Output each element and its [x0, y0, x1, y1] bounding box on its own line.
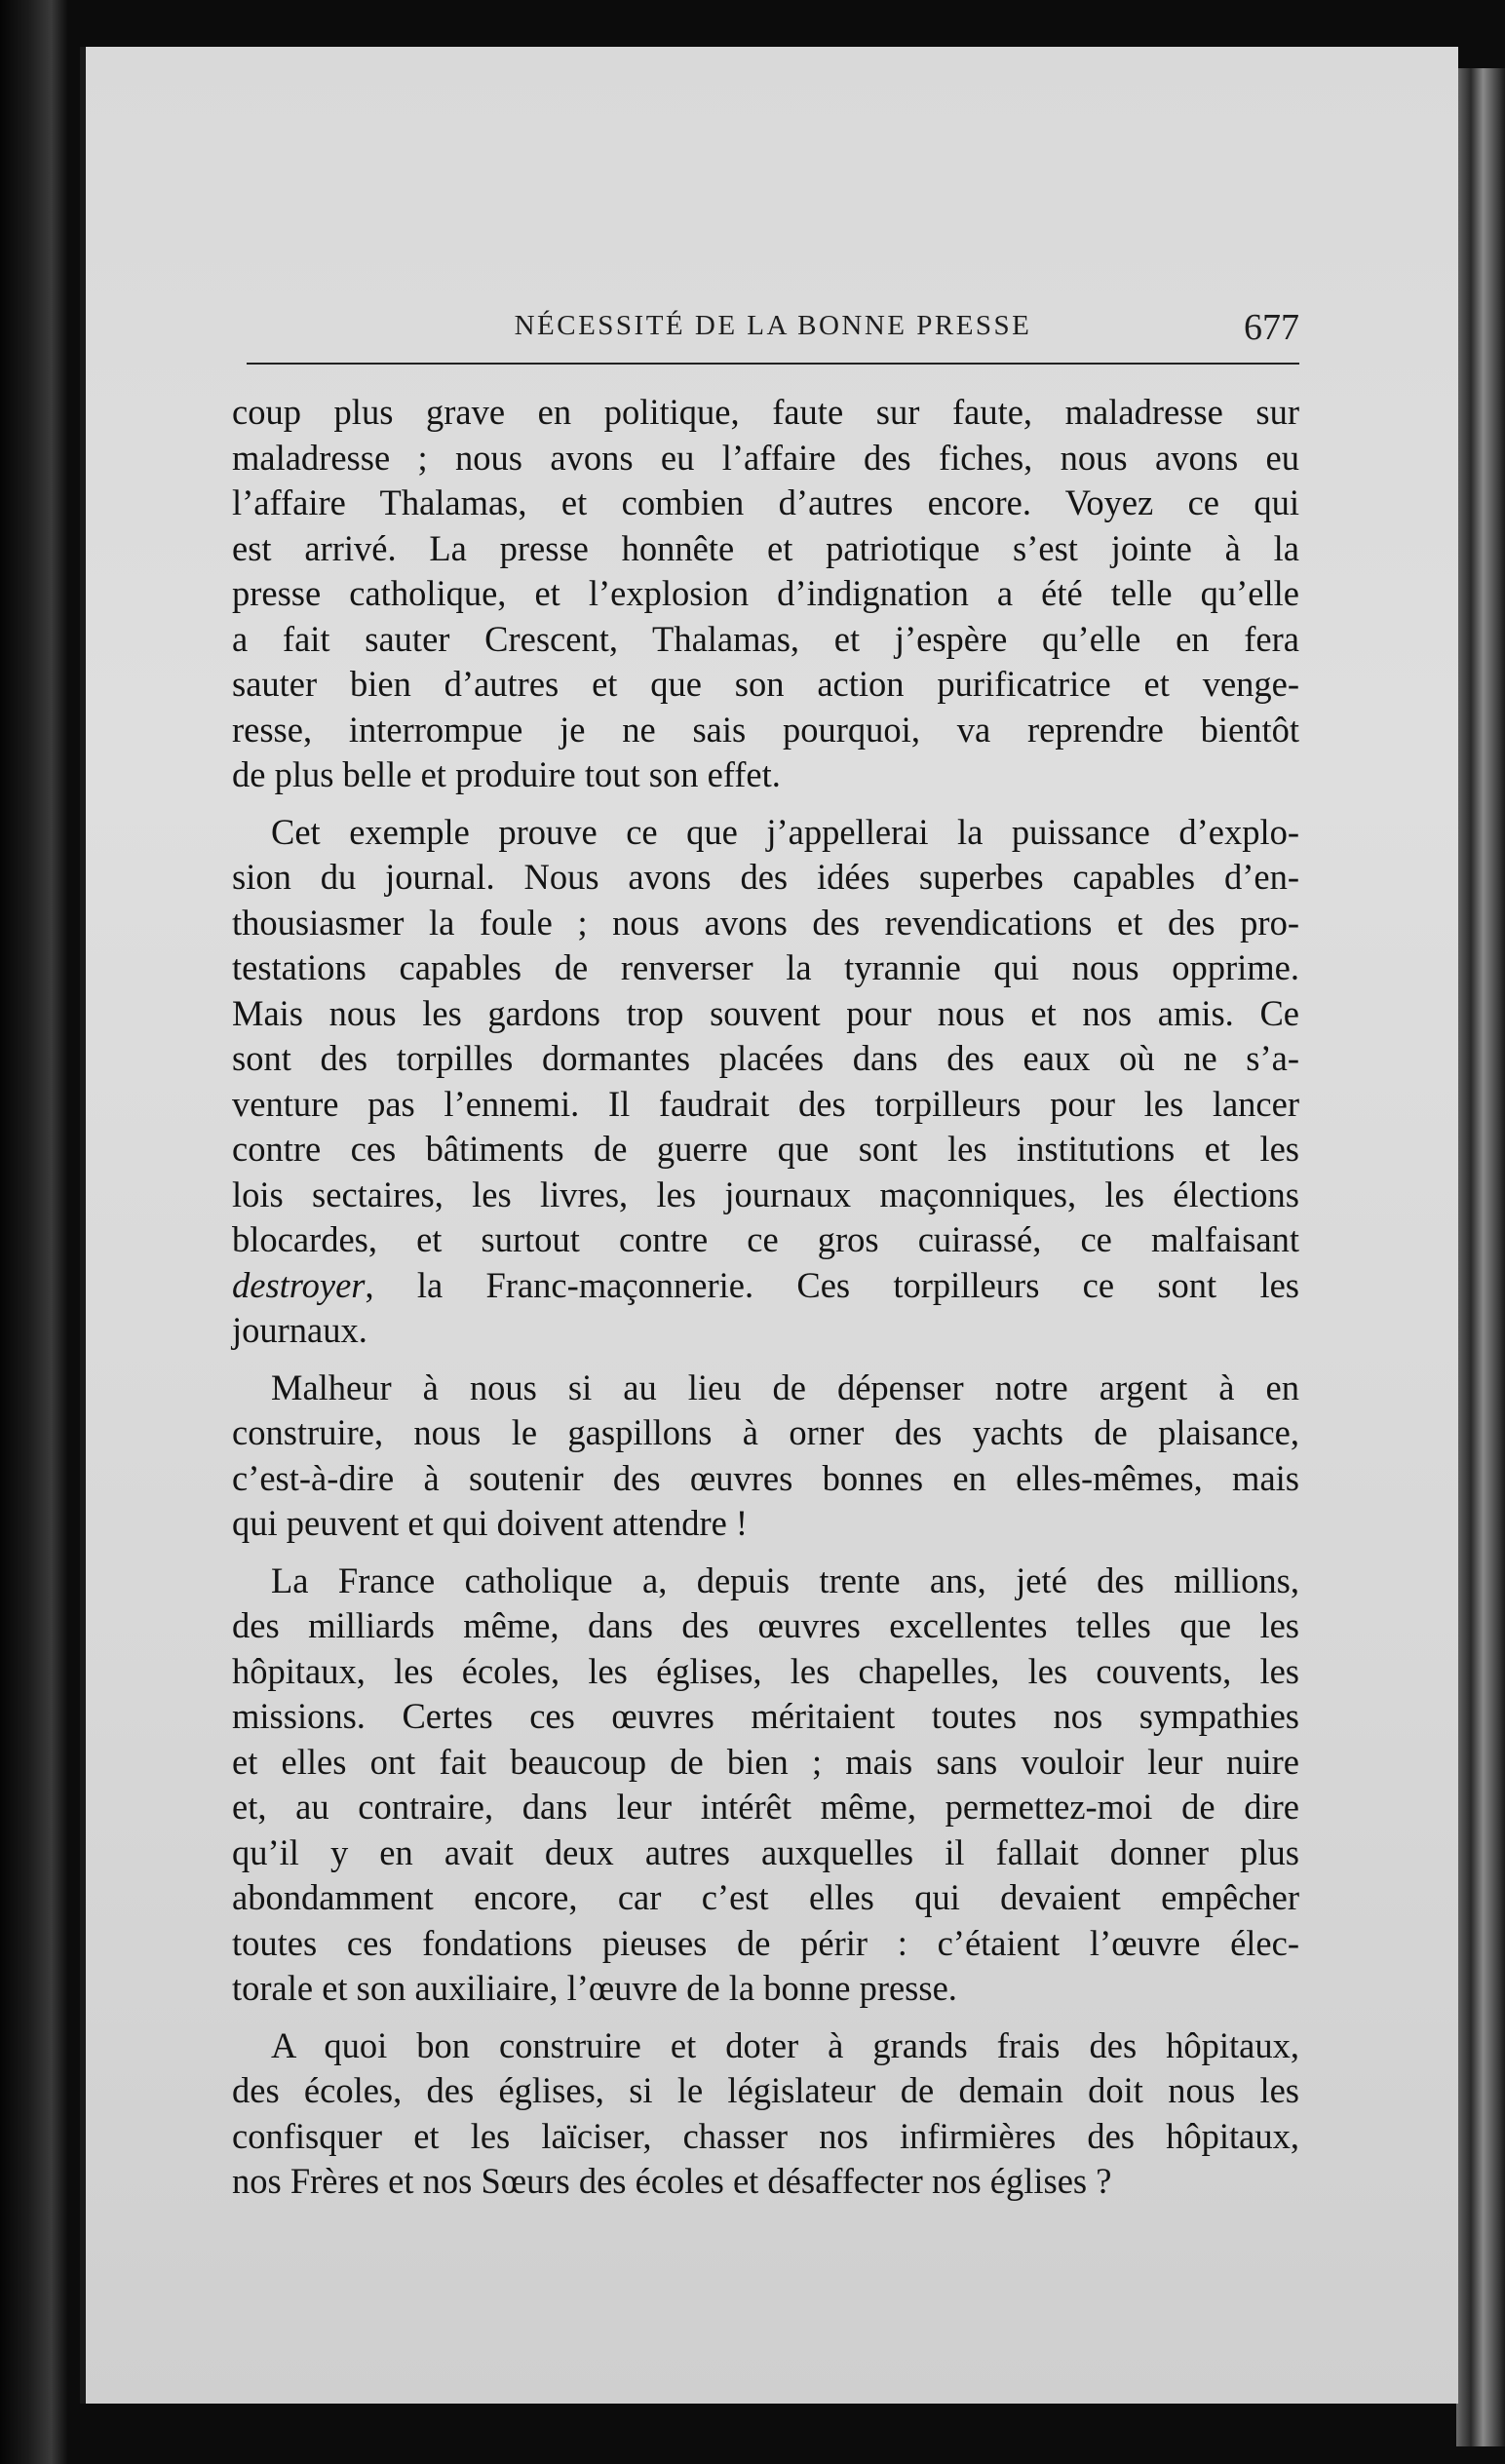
text-line: sauter bien d’autres et que son action purificatrice et venge- — [232, 664, 1299, 704]
book-page — [80, 47, 1458, 2404]
text-line: des écoles, des églises, si le législateur de demain doit nous les — [232, 2070, 1299, 2110]
text-line: toutes ces fondations pieuses de périr : c’étaient l’œuvre élec- — [232, 1922, 1299, 1963]
paragraph — [232, 2023, 1299, 2205]
text-line: blocardes, et surtout contre ce gros cuirassé, ce malfaisant — [232, 1219, 1299, 1259]
paragraph — [232, 1366, 1299, 1547]
text-line: construire, nous le gaspillons à orner des yachts de plaisance, — [232, 1412, 1299, 1452]
text-line: l’affaire Thalamas, et combien d’autres encore. Voyez ce qui — [232, 482, 1299, 522]
text-line: qu’il y en avait deux autres auxquelles il fallait donner plus — [232, 1831, 1299, 1872]
paragraph — [232, 390, 1299, 798]
page-number: 677 — [1244, 307, 1299, 348]
text-line: missions. Certes ces œuvres méritaient toutes nos sympathies — [232, 1696, 1299, 1736]
text-line: destroyer, la Franc-maçonnerie. Ces torpilleurs ce sont les — [232, 1264, 1299, 1305]
body-text — [232, 390, 1299, 2205]
text-line: contre ces bâtiments de guerre que sont les institutions et les — [232, 1129, 1299, 1169]
header-rule — [247, 363, 1299, 365]
text-line: A quoi bon construire et doter à grands frais des hôpitaux, — [271, 2024, 1299, 2065]
text-line: abondamment encore, car c’est elles qui devaient empêcher — [232, 1877, 1299, 1917]
text-line: sion du journal. Nous avons des idées superbes capables d’en- — [232, 857, 1299, 897]
text-line: est arrivé. La presse honnête et patriotique s’est jointe à la — [232, 527, 1299, 568]
text-line: torale et son auxiliaire, l’œuvre de la bonne presse. — [232, 1968, 957, 2008]
text-line: testations capables de renverser la tyrannie qui nous opprime. — [232, 947, 1299, 987]
page-header — [247, 281, 1299, 368]
book-gutter-left — [0, 0, 68, 2464]
book-page-edges-right — [1456, 68, 1505, 2446]
text-line: et, au contraire, dans leur intérêt même, permettez-moi de dire — [232, 1787, 1299, 1827]
paragraph-gap — [232, 2012, 1299, 2023]
text-line: sont des torpilles dormantes placées dans des eaux où ne s’a- — [232, 1038, 1299, 1078]
text-line: Cet exemple prouve ce que j’appellerai la puissance d’explo- — [271, 811, 1299, 852]
text-line: presse catholique, et l’explosion d’indignation a été telle qu’elle — [232, 573, 1299, 613]
text-line: des milliards même, dans des œuvres excellentes telles que les — [232, 1605, 1299, 1645]
text-line: et elles ont fait beaucoup de bien ; mais sans vouloir leur nuire — [232, 1741, 1299, 1782]
text-line: nos Frères et nos Sœurs des écoles et désaffecter nos églises ? — [232, 2161, 1112, 2201]
text-line: de plus belle et produire tout son effet. — [232, 754, 781, 794]
text-line: lois sectaires, les livres, les journaux maçonniques, les élections — [232, 1174, 1299, 1214]
running-title: NÉCESSITÉ DE LA BONNE PRESSE — [514, 310, 1032, 341]
text-line: coup plus grave en politique, faute sur faute, maladresse sur — [232, 392, 1299, 432]
paragraph — [232, 1559, 1299, 2012]
paragraph-gap — [232, 1354, 1299, 1366]
paragraph — [232, 810, 1299, 1354]
text-line: qui peuvent et qui doivent attendre ! — [232, 1503, 749, 1543]
text-line: maladresse ; nous avons eu l’affaire des fiches, nous avons eu — [232, 437, 1299, 478]
text-line: La France catholique a, depuis trente ans, jeté des millions, — [271, 1559, 1299, 1600]
paragraph-gap — [232, 798, 1299, 810]
text-line: confisquer et les laïciser, chasser nos infirmières des hôpitaux, — [232, 2115, 1299, 2156]
text-line: resse, interrompue je ne sais pourquoi, va reprendre bientôt — [232, 709, 1299, 750]
text-line: Mais nous les gardons trop souvent pour nous et nos amis. Ce — [232, 992, 1299, 1033]
text-line: thousiasmer la foule ; nous avons des revendications et des pro- — [232, 902, 1299, 943]
text-line: Malheur à nous si au lieu de dépenser notre argent à en — [271, 1367, 1299, 1407]
text-line: venture pas l’ennemi. Il faudrait des torpilleurs pour les lancer — [232, 1083, 1299, 1124]
text-line: a fait sauter Crescent, Thalamas, et j’espère qu’elle en fera — [232, 618, 1299, 659]
text-line: c’est-à-dire à soutenir des œuvres bonnes en elles-mêmes, mais — [232, 1457, 1299, 1498]
text-line: journaux. — [232, 1310, 367, 1350]
paragraph-gap — [232, 1547, 1299, 1559]
text-line: hôpitaux, les écoles, les églises, les chapelles, les couvents, les — [232, 1650, 1299, 1691]
